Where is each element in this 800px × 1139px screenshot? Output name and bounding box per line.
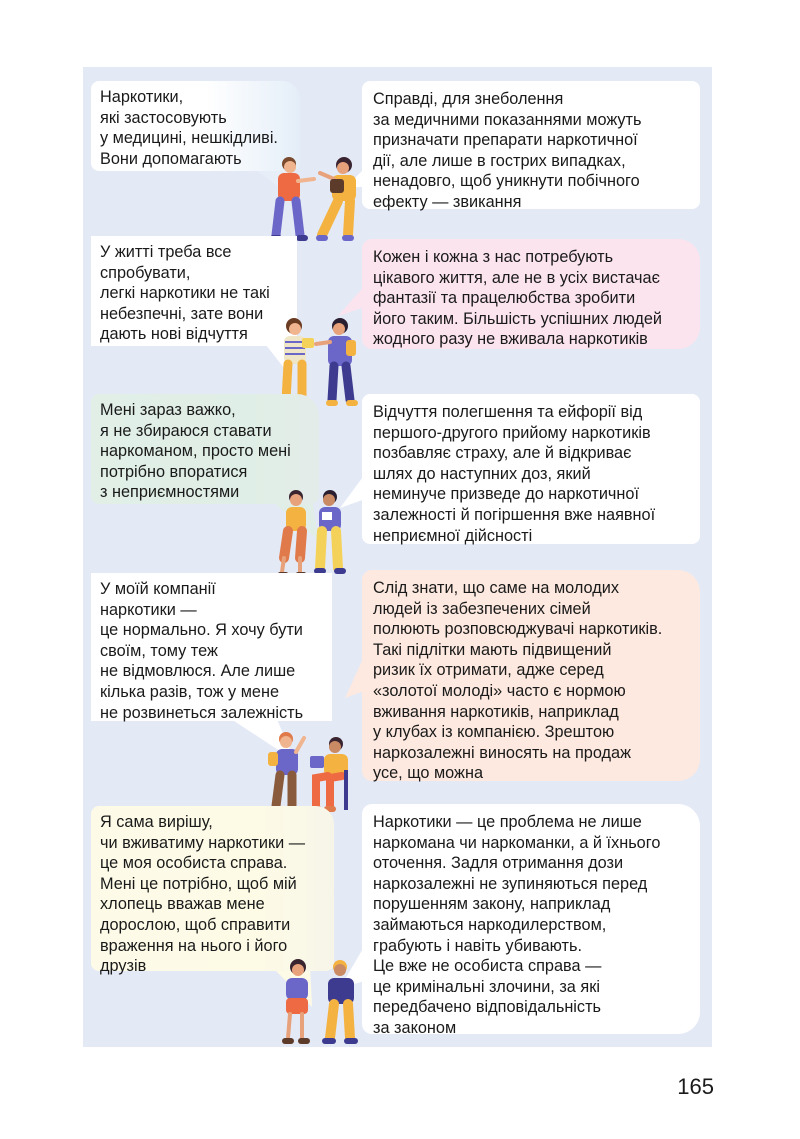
page-number: 165 [677, 1074, 714, 1099]
people-illustration-3 [278, 488, 353, 580]
fact-bubble-3: Відчуття полегшення та ейфорії від першого-другого прийому наркотиків позбавляє страху, але й відкриває шлях до наступних доз, який неминуче призведе до наркотичної залежності й погіршення вже наявної неприємної дійсності [362, 394, 700, 544]
myth-bubble-2: У житті треба все спробувати, легкі наркотики не такі небезпечні, зате вони дають нові відчуття [91, 236, 297, 346]
people-illustration-5 [278, 958, 363, 1048]
fact-bubble-5: Наркотики — це проблема не лише наркомана чи наркоманки, а й їхнього оточення. Задля отримання дози наркозалежні не зупиняються перед порушенням закону, наприклад займаються наркодилерством, грабують і навіть убивають. Це вже не особиста справа — це кримінальні злочини, за які передбачено відповідальність за законом [362, 804, 700, 1034]
people-illustration-4 [262, 730, 357, 816]
people-illustration-1 [262, 155, 372, 245]
myth-bubble-3: Мені зараз важко, я не збираюся ставати наркоманом, просто мені потрібно впоратися з неприємностями [91, 394, 319, 504]
myth-bubble-4: У моїй компанії наркотики — це нормально. Я хочу бути своїм, тому теж не відмовлюся. Але лише кілька разів, тож у мене не розвинеться залежність [91, 573, 332, 721]
fact-bubble-2: Кожен і кожна з нас потребують цікавого життя, але не в усіх вистачає фантазії та працелюбства зробити його таким. Більшість успішних людей жодного разу не вживала наркотиків [362, 239, 700, 349]
fact-bubble-1: Справді, для знеболення за медичними показаннями можуть призначати препарати наркотичної дії, але лише в гострих випадках, ненадовго, щоб уникнути побічного ефекту — звикання [362, 81, 700, 209]
myth-bubble-5: Я сама вирішу, чи вживатиму наркотики — це моя особиста справа. Мені це потрібно, щоб мій хлопець вважав мене дорослою, щоб справити враження на нього і його друзів [91, 806, 334, 971]
fact-bubble-4: Слід знати, що саме на молодих людей із забезпечених сімей полюють розповсюджувачі наркотиків. Такі підлітки мають підвищений ризик їх отримати, адже серед «золотої молоді» часто є нормою вживання наркотиків, наприклад у клубах із компанією. Зрештою наркозалежні виносять на продаж усе, що можна [362, 570, 700, 781]
myth-bubble-1: Наркотики, які застосовують у медицині, нешкідливі. Вони допомагають [91, 81, 300, 171]
